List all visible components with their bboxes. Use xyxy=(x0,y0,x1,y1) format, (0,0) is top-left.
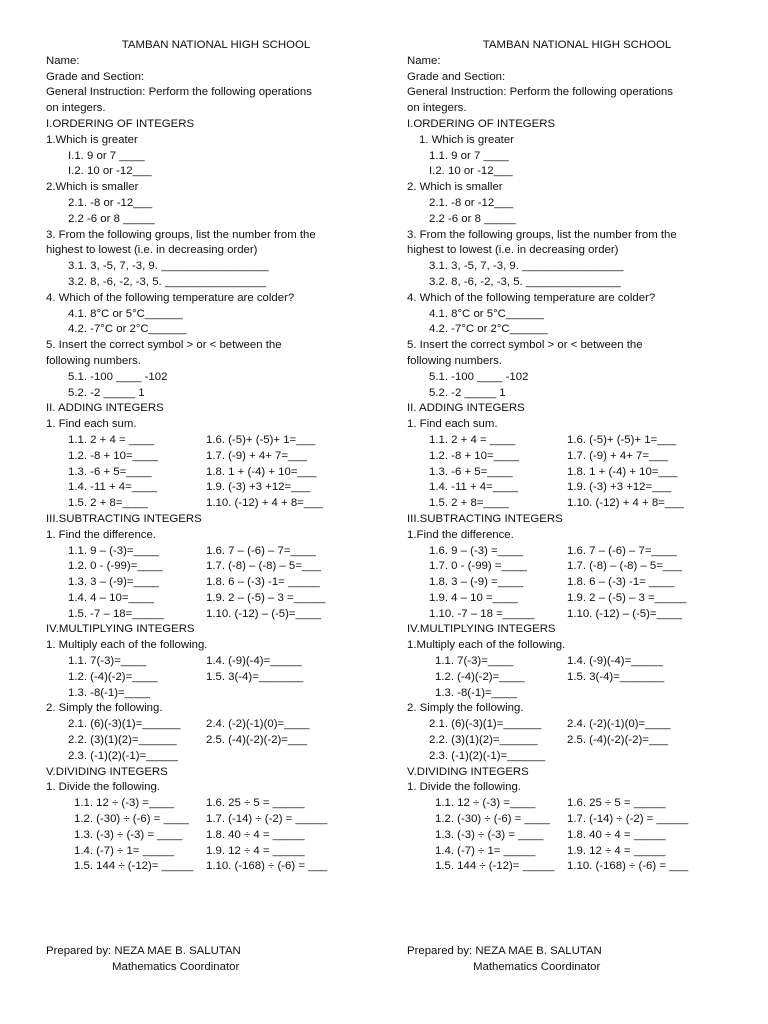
item-2-1: 2.1. -8 or -12___ xyxy=(429,196,514,209)
simplify-instruction: 2. Simply the following. xyxy=(407,702,524,715)
problem: 1.3. (-3) ÷ (-3) = ____ xyxy=(435,828,544,841)
problem-row xyxy=(46,717,386,733)
adding-instruction: 1. Find each sum. xyxy=(407,418,498,431)
grade-section-label: Grade and Section: xyxy=(46,70,145,83)
problem-row xyxy=(46,480,386,496)
section-adding-title: II. ADDING INTEGERS xyxy=(46,402,164,415)
problem: 1.5. 3(-4)=_______ xyxy=(567,670,665,683)
problem: 1.2. (-30) ÷ (-6) = ____ xyxy=(435,813,550,826)
problem: 1.1. 7(-3)=____ xyxy=(435,655,514,668)
problem: 2.5. (-4)(-2)(-2)=___ xyxy=(206,734,307,747)
problem: 1.1. 9 – (-3)=____ xyxy=(68,544,159,557)
question-symbol: 5. Insert the correct symbol > or < between the xyxy=(407,339,643,352)
problem: 1.8. 40 ÷ 4 = _____ xyxy=(206,828,305,841)
problem: 2.1. (6)(-3)(1)=______ xyxy=(429,718,542,731)
question-ordering: 3. From the following groups, list the number from the xyxy=(46,228,316,241)
item-1-2: I.2. 10 or -12___ xyxy=(429,165,513,178)
simplify-instruction: 2. Simply the following. xyxy=(46,702,163,715)
problem-row xyxy=(407,496,747,512)
question-ordering-cont: highest to lowest (i.e. in decreasing order) xyxy=(407,244,619,257)
question-ordering: 3. From the following groups, list the number from the xyxy=(407,228,677,241)
problem-row xyxy=(46,859,386,875)
problem-row xyxy=(46,575,386,591)
problem: 1.5. 144 ÷ (-12)= _____ xyxy=(74,860,194,873)
question-which-smaller: 2.Which is smaller xyxy=(46,181,139,194)
name-field-label: Name: xyxy=(46,54,80,67)
problem: 1.10. (-12) – (-5)=____ xyxy=(206,607,321,620)
grade-section-label: Grade and Section: xyxy=(407,70,506,83)
worksheet-left xyxy=(46,38,386,875)
problem: 1.8. 3 – (-9) =____ xyxy=(429,576,524,589)
question-ordering-cont: highest to lowest (i.e. in decreasing order) xyxy=(46,244,258,257)
school-title: TAMBAN NATIONAL HIGH SCHOOL xyxy=(482,39,672,51)
problem: 2.4. (-2)(-1)(0)=____ xyxy=(567,718,671,731)
problem: 1.1. 7(-3)=____ xyxy=(68,655,147,668)
problem-row xyxy=(46,496,386,512)
problem-row xyxy=(46,749,386,765)
item-3-2: 3.2. 8, -6, -2, -3, 5. _______________ xyxy=(429,275,621,288)
problem: 1.1. 2 + 4 = ____ xyxy=(429,433,516,446)
prepared-by: Prepared by: NEZA MAE B. SALUTAN xyxy=(46,945,241,957)
problem: 1.6. 9 – (-3) =____ xyxy=(429,544,524,557)
section-multiplying-title: IV.MULTIPLYING INTEGERS xyxy=(407,623,556,636)
problem-row xyxy=(46,607,386,623)
problem: 1.3. -8(-1)=____ xyxy=(435,686,517,699)
problem: 1.4. 4 – 10=____ xyxy=(68,591,154,604)
coordinator-role: Mathematics Coordinator xyxy=(473,961,601,973)
problem: 1.7. (-9) + 4+ 7=___ xyxy=(206,449,308,462)
question-which-greater: 1.Which is greater xyxy=(46,133,138,146)
problem: 1.5. -7 – 18=_____ xyxy=(68,607,164,620)
item-5-1: 5.1. -100 ____ -102 xyxy=(429,370,529,383)
coordinator-role: Mathematics Coordinator xyxy=(112,961,240,973)
general-instruction: General Instruction: Perform the following operations xyxy=(46,86,312,99)
problem-row xyxy=(407,733,747,749)
problem xyxy=(206,749,386,765)
problem-row xyxy=(46,544,386,560)
section-ordering-title: I.ORDERING OF INTEGERS xyxy=(407,117,556,130)
dividing-instruction: 1. Divide the following. xyxy=(407,781,521,794)
item-2-2: 2.2 -6 or 8 _____ xyxy=(429,212,516,225)
problem: 1.4. -11 + 4=____ xyxy=(68,481,158,494)
problem: 1.10. (-168) ÷ (-6) = ___ xyxy=(206,860,328,873)
problem: 1.6. 7 – (-6) – 7=____ xyxy=(206,544,316,557)
problem: 1.8. 1 + (-4) + 10=___ xyxy=(206,465,317,478)
problem: 1.6. 7 – (-6) – 7=____ xyxy=(567,544,677,557)
problem: 1.2. -8 + 10=____ xyxy=(68,449,158,462)
worksheet-right xyxy=(407,38,747,875)
problem: 1.8. 6 – (-3) -1= _____ xyxy=(206,576,320,589)
problem-row xyxy=(407,749,747,765)
problem-row xyxy=(407,796,747,812)
section-dividing-title: V.DIVIDING INTEGERS xyxy=(46,765,168,778)
item-4-2: 4.2. -7°C or 2°C______ xyxy=(429,323,548,336)
problem-row xyxy=(46,686,386,702)
problem: 1.9. 2 – (-5) – 3 =_____ xyxy=(206,591,326,604)
problem: 1.2. (-4)(-2)=____ xyxy=(68,670,158,683)
problem-row xyxy=(46,433,386,449)
problem-row xyxy=(407,559,747,575)
general-instruction-cont: on integers. xyxy=(407,102,467,115)
problem: 1.2. (-30) ÷ (-6) = ____ xyxy=(74,813,189,826)
question-symbol: 5. Insert the correct symbol > or < between the xyxy=(46,339,282,352)
problem: 2.2. (3)(1)(2)=______ xyxy=(429,734,538,747)
problem: 1.9. (-3) +3 +12=___ xyxy=(567,481,672,494)
problem: 1.10. -7 – 18 =_____ xyxy=(429,607,535,620)
name-field-label: Name: xyxy=(407,54,441,67)
problem: 1.3. -6 + 5=____ xyxy=(429,465,513,478)
problem-row xyxy=(46,559,386,575)
problem-row xyxy=(46,670,386,686)
section-dividing-title: V.DIVIDING INTEGERS xyxy=(407,765,529,778)
problem: 1.3. 3 – (-9)=____ xyxy=(68,576,159,589)
problem-row xyxy=(407,670,747,686)
item-2-2: 2.2 -6 or 8 _____ xyxy=(68,212,155,225)
footer-left xyxy=(46,943,241,975)
problem: 1.7. (-8) – (-8) – 5=___ xyxy=(567,560,682,573)
problem: 1.4. (-7) ÷ 1= _____ xyxy=(74,844,175,857)
problem-row xyxy=(407,859,747,875)
problem-row xyxy=(46,796,386,812)
multiplying-instruction: 1.Multiply each of the following. xyxy=(407,639,566,652)
section-ordering-title: I.ORDERING OF INTEGERS xyxy=(46,117,195,130)
problem-row xyxy=(407,654,747,670)
problem: 1.1. 2 + 4 = ____ xyxy=(68,433,155,446)
problem: 1.7. 0 - (-99) =____ xyxy=(429,560,527,573)
subtracting-instruction: 1. Find the difference. xyxy=(46,528,156,541)
problem: 1.2. -8 + 10=____ xyxy=(429,449,519,462)
problem: 1.6. (-5)+ (-5)+ 1=___ xyxy=(567,433,677,446)
problem: 1.5. 3(-4)=_______ xyxy=(206,670,304,683)
problem: 1.4. (-9)(-4)=_____ xyxy=(567,655,663,668)
general-instruction-cont: on integers. xyxy=(46,102,106,115)
problem-row xyxy=(407,591,747,607)
problem-row xyxy=(407,844,747,860)
item-1-1: 1.1. 9 or 7 ____ xyxy=(429,149,509,162)
problem: 1.10. (-168) ÷ (-6) = ___ xyxy=(567,860,689,873)
question-temperature: 4. Which of the following temperature are colder? xyxy=(407,291,656,304)
problem: 1.6. 25 ÷ 5 = _____ xyxy=(206,797,305,810)
problem: 1.9. 4 – 10 =____ xyxy=(429,591,518,604)
problem: 1.9. 12 ÷ 4 = _____ xyxy=(206,844,305,857)
problem-row xyxy=(407,449,747,465)
problem-row xyxy=(407,686,747,702)
problem-row xyxy=(46,733,386,749)
problem: 1.9. 2 – (-5) – 3 =_____ xyxy=(567,591,687,604)
problem: 1.5. 2 + 8=____ xyxy=(68,497,148,510)
footer-right xyxy=(407,943,602,975)
problem: 1.7. (-8) – (-8) – 5=___ xyxy=(206,560,321,573)
question-symbol-cont: following numbers. xyxy=(46,354,141,367)
problem: 1.9. 12 ÷ 4 = _____ xyxy=(567,844,666,857)
problem-row xyxy=(46,465,386,481)
problem: 1.7. (-9) + 4+ 7=___ xyxy=(567,449,669,462)
problem-row xyxy=(407,433,747,449)
dividing-instruction: 1. Divide the following. xyxy=(46,781,160,794)
problem: 1.8. 6 – (-3) -1= ____ xyxy=(567,576,675,589)
question-which-greater: 1. Which is greater xyxy=(419,133,514,146)
prepared-by: Prepared by: NEZA MAE B. SALUTAN xyxy=(407,945,602,957)
problem: 2.3. (-1)(2)(-1)=______ xyxy=(429,749,546,762)
problem xyxy=(567,749,747,765)
problem: 1.5. 2 + 8=____ xyxy=(429,497,509,510)
item-5-2: 5.2. -2 _____ 1 xyxy=(429,386,506,399)
problem: 1.1. 12 ÷ (-3) =____ xyxy=(435,797,536,810)
problem: 1.9. (-3) +3 +12=___ xyxy=(206,481,311,494)
problem: 2.4. (-2)(-1)(0)=____ xyxy=(206,718,310,731)
general-instruction: General Instruction: Perform the following operations xyxy=(407,86,673,99)
multiplying-instruction: 1. Multiply each of the following. xyxy=(46,639,208,652)
problem: 1.8. 1 + (-4) + 10=___ xyxy=(567,465,678,478)
item-1-1: I.1. 9 or 7 ____ xyxy=(68,149,145,162)
problem: 1.1. 12 ÷ (-3) =____ xyxy=(74,797,175,810)
problem-row xyxy=(407,544,747,560)
problem: 1.6. (-5)+ (-5)+ 1=___ xyxy=(206,433,316,446)
problem: 1.10. (-12) – (-5)=____ xyxy=(567,607,682,620)
item-3-1: 3.1. 3, -5, 7, -3, 9. _________________ xyxy=(68,260,269,273)
item-3-1: 3.1. 3, -5, 7, -3, 9. ________________ xyxy=(429,260,624,273)
problem: 1.7. (-14) ÷ (-2) = _____ xyxy=(206,813,328,826)
item-4-1: 4.1. 8°C or 5°C______ xyxy=(429,307,544,320)
item-4-2: 4.2. -7°C or 2°C______ xyxy=(68,323,187,336)
problem-row xyxy=(46,654,386,670)
problem: 2.2. (3)(1)(2)=______ xyxy=(68,734,177,747)
problem-row xyxy=(407,465,747,481)
problem: 1.3. -6 + 5=____ xyxy=(68,465,152,478)
problem: 1.7. (-14) ÷ (-2) = _____ xyxy=(567,813,689,826)
problem-row xyxy=(407,717,747,733)
question-which-smaller: 2. Which is smaller xyxy=(407,181,503,194)
problem-row xyxy=(46,828,386,844)
problem-row xyxy=(407,575,747,591)
problem-row xyxy=(407,480,747,496)
item-3-2: 3.2. 8, -6, -2, -3, 5. ________________ xyxy=(68,275,267,288)
problem: 1.2. 0 - (-99)=____ xyxy=(68,560,163,573)
problem-row xyxy=(46,591,386,607)
problem: 1.4. -11 + 4=____ xyxy=(429,481,519,494)
item-5-2: 5.2. -2 _____ 1 xyxy=(68,386,145,399)
problem: 1.8. 40 ÷ 4 = _____ xyxy=(567,828,666,841)
problem xyxy=(206,686,386,702)
problem-row xyxy=(407,812,747,828)
problem-row xyxy=(407,828,747,844)
item-2-1: 2.1. -8 or -12___ xyxy=(68,196,153,209)
problem-row xyxy=(46,449,386,465)
question-temperature: 4. Which of the following temperature are colder? xyxy=(46,291,295,304)
problem: 1.4. (-7) ÷ 1= _____ xyxy=(435,844,536,857)
section-multiplying-title: IV.MULTIPLYING INTEGERS xyxy=(46,623,195,636)
section-subtracting-title: III.SUBTRACTING INTEGERS xyxy=(407,512,563,525)
item-5-1: 5.1. -100 ____ -102 xyxy=(68,370,168,383)
problem: 1.2. (-4)(-2)=____ xyxy=(435,670,525,683)
subtracting-instruction: 1.Find the difference. xyxy=(407,528,514,541)
problem: 1.10. (-12) + 4 + 8=___ xyxy=(567,497,684,510)
school-title: TAMBAN NATIONAL HIGH SCHOOL xyxy=(121,39,311,51)
problem: 1.3. -8(-1)=____ xyxy=(68,686,150,699)
adding-instruction: 1. Find each sum. xyxy=(46,418,137,431)
problem: 2.5. (-4)(-2)(-2)=___ xyxy=(567,734,668,747)
question-symbol-cont: following numbers. xyxy=(407,354,502,367)
item-4-1: 4.1. 8°C or 5°C______ xyxy=(68,307,183,320)
problem: 1.3. (-3) ÷ (-3) = ____ xyxy=(74,828,183,841)
problem: 1.5. 144 ÷ (-12)= _____ xyxy=(435,860,555,873)
problem: 1.10. (-12) + 4 + 8=___ xyxy=(206,497,323,510)
problem: 2.3. (-1)(2)(-1)=_____ xyxy=(68,749,178,762)
problem-row xyxy=(407,607,747,623)
problem-row xyxy=(46,812,386,828)
item-1-2: I.2. 10 or -12___ xyxy=(68,165,152,178)
problem: 1.4. (-9)(-4)=_____ xyxy=(206,655,302,668)
problem: 1.6. 25 ÷ 5 = _____ xyxy=(567,797,666,810)
problem: 2.1. (6)(-3)(1)=______ xyxy=(68,718,181,731)
problem xyxy=(567,686,747,702)
section-adding-title: II. ADDING INTEGERS xyxy=(407,402,525,415)
section-subtracting-title: III.SUBTRACTING INTEGERS xyxy=(46,512,202,525)
problem-row xyxy=(46,844,386,860)
